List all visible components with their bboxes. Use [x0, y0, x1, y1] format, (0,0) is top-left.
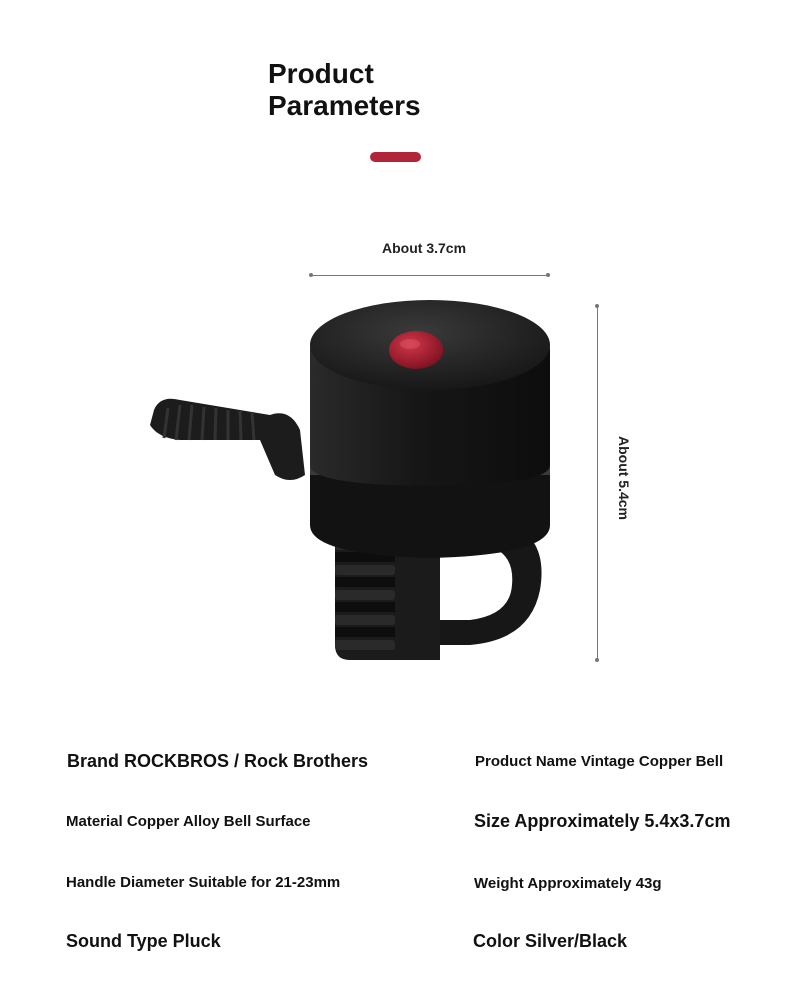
page-title-line2: Parameters	[268, 90, 421, 121]
height-dimension-start-dot	[595, 304, 599, 308]
width-dimension-end-dot	[546, 273, 550, 277]
page-title	[268, 58, 421, 122]
width-dimension-line	[311, 275, 548, 276]
height-dimension-line	[597, 306, 598, 660]
lever	[150, 399, 305, 480]
spec-weight: Weight Approximately 43g	[474, 875, 662, 892]
spec-sound-type: Sound Type Pluck	[66, 931, 221, 951]
spec-size: Size Approximately 5.4x3.7cm	[474, 811, 731, 831]
width-dimension-start-dot	[309, 273, 313, 277]
title-accent-bar	[370, 152, 421, 162]
height-dimension-label: About 5.4cm	[616, 435, 632, 520]
spec-brand: Brand ROCKBROS / Rock Brothers	[67, 751, 369, 771]
spec-material: Material Copper Alloy Bell Surface	[66, 813, 311, 830]
page-title-line1: Product	[268, 58, 374, 89]
spec-color: Color Silver/Black	[473, 931, 628, 951]
height-dimension-end-dot	[595, 658, 599, 662]
spec-product-name: Product Name Vintage Copper Bell	[475, 753, 724, 770]
spec-handle-diameter: Handle Diameter Suitable for 21-23mm	[66, 874, 341, 891]
width-dimension-label: About 3.7cm	[382, 240, 467, 256]
bicycle-bell-image	[140, 290, 560, 680]
